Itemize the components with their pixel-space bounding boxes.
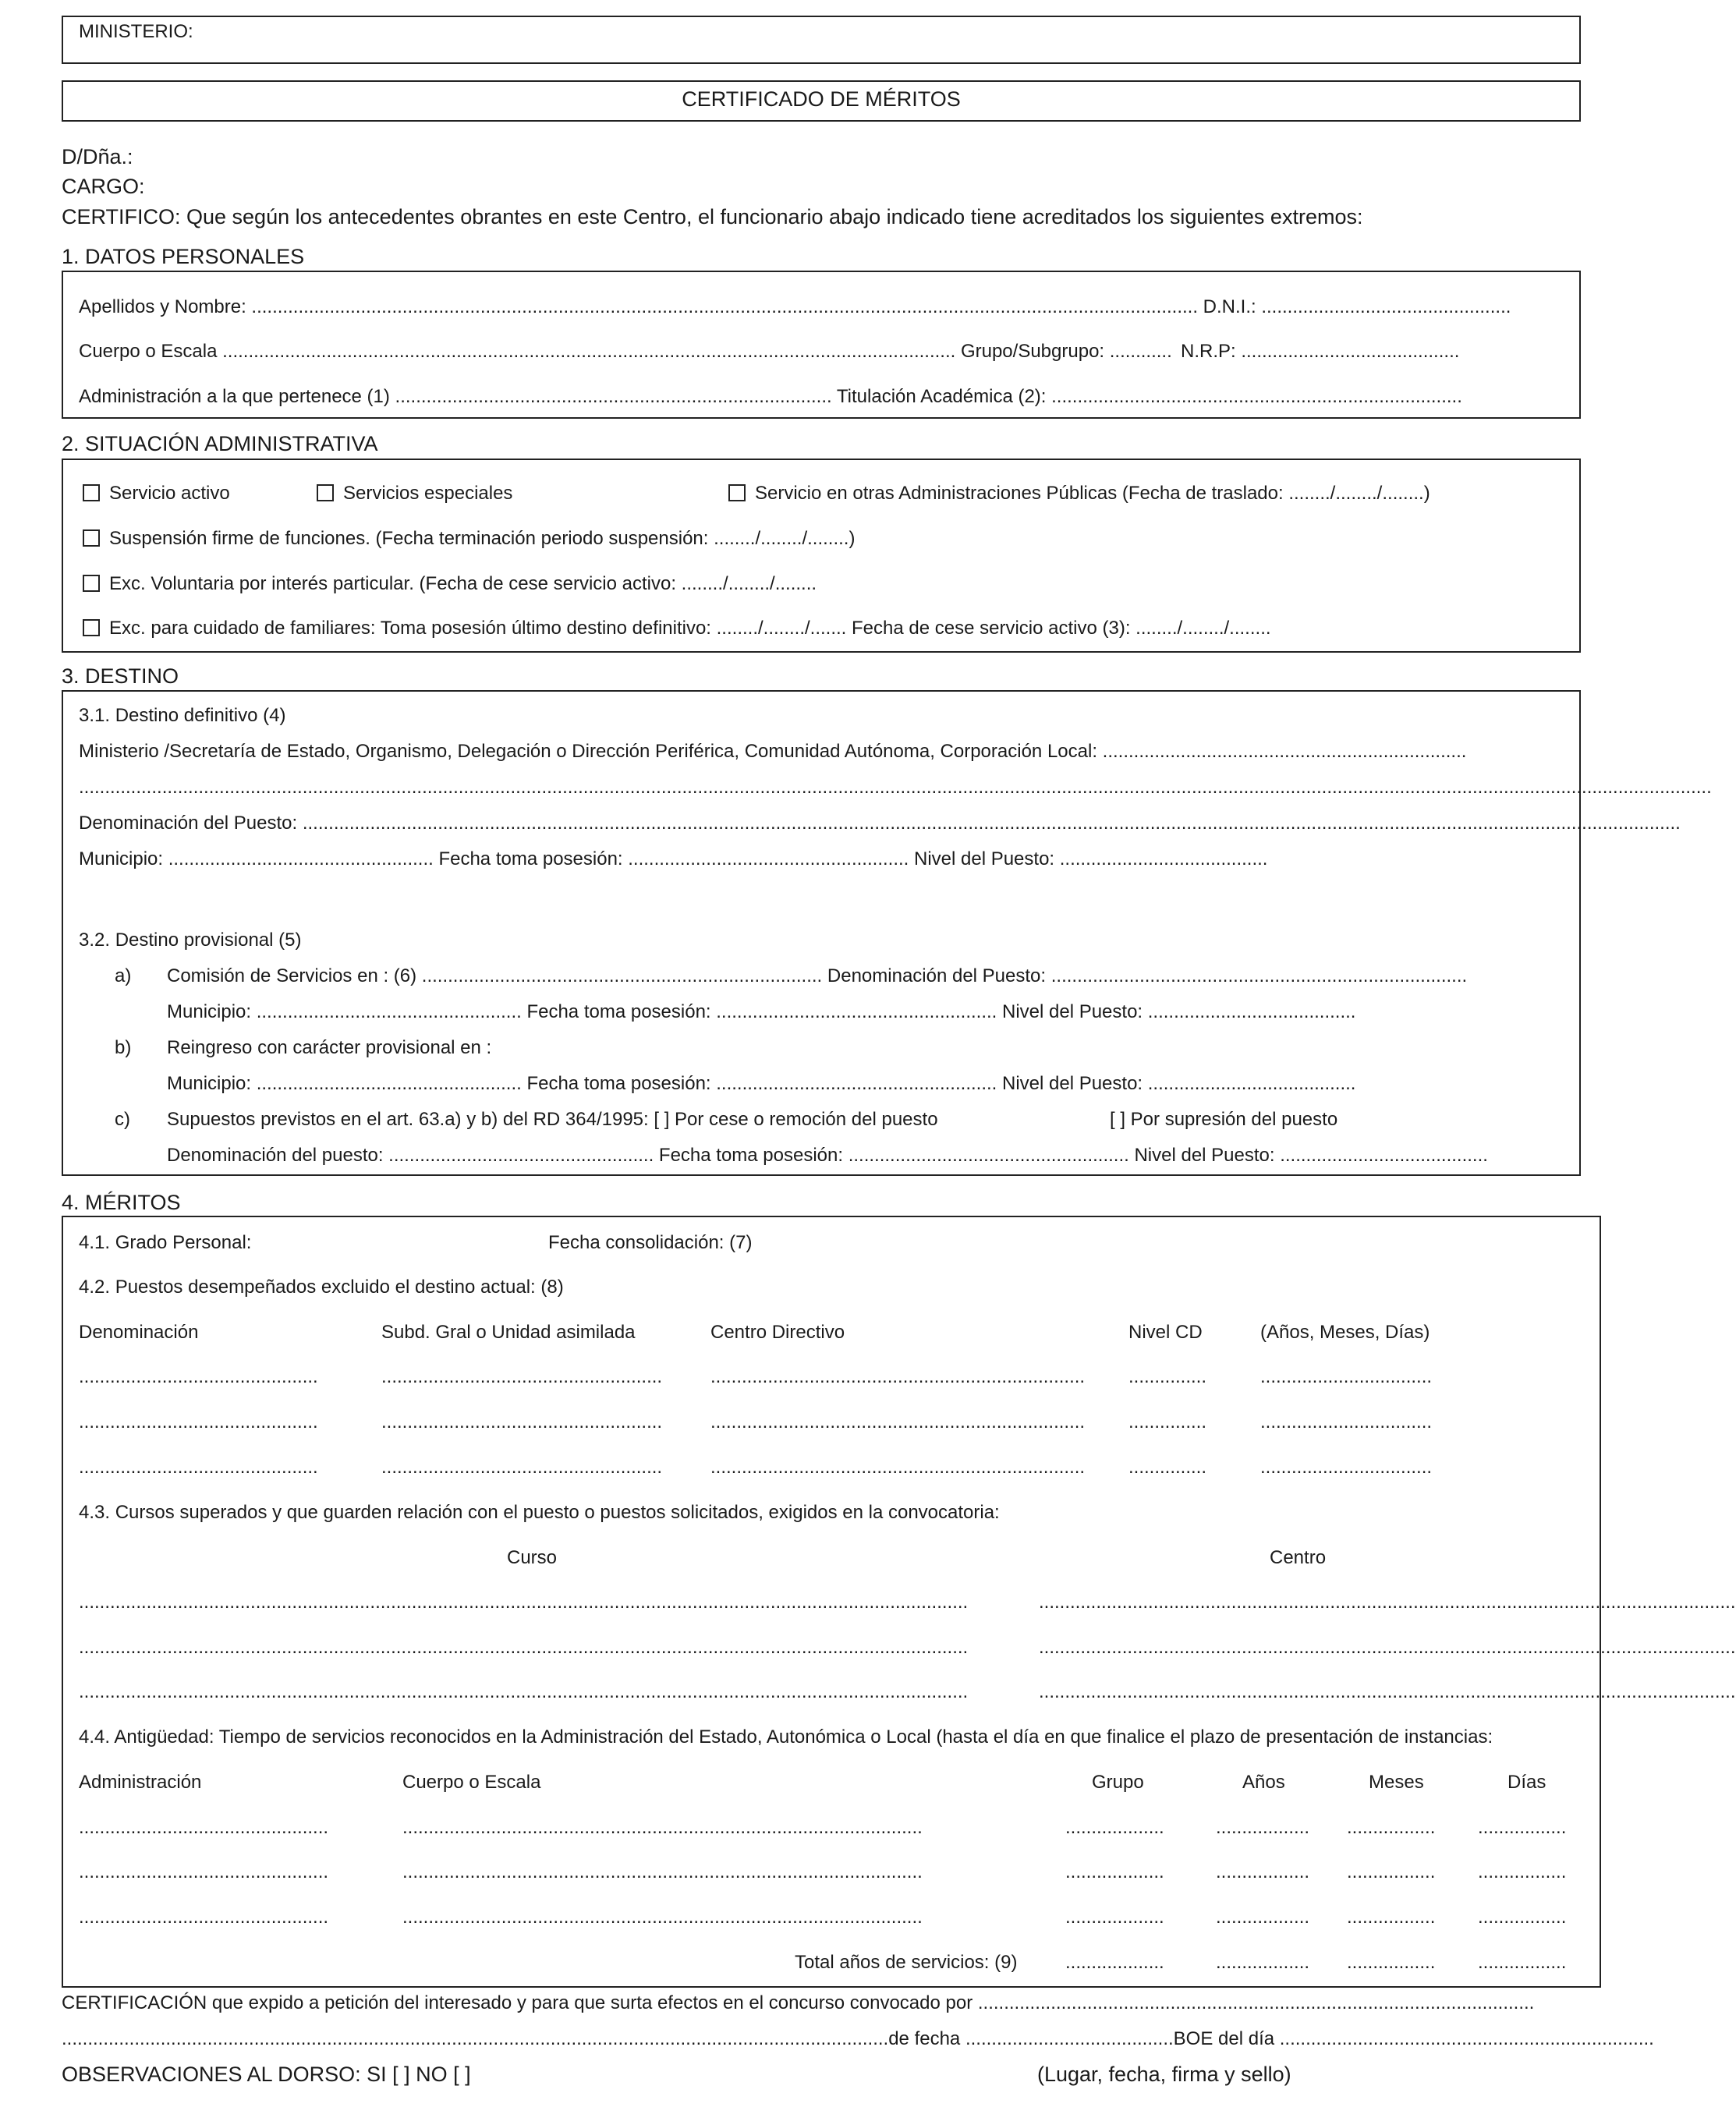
dona-label: D/Dña.: <box>62 145 133 168</box>
option-exc-voluntaria[interactable] <box>83 572 817 596</box>
supuestos-denominacion-line[interactable]: Denominación del puesto: ................................................... Fecha toma posesión: ...................................................... Nivel del Puesto: ........................................ <box>167 1145 1488 1166</box>
cargo-label: CARGO: <box>62 175 145 198</box>
fecha-consolidacion-label: Fecha consolidación: (7) <box>548 1232 753 1253</box>
situacion-box <box>62 459 1581 653</box>
antiguedad-heading: 4.4. Antigüedad: Tiempo de servicios reconocidos en la Administración del Estado, Autonómica o Local (hasta el día en que finalice el plazo de presentación de instancias: <box>79 1726 1493 1748</box>
antig-row-2-dias[interactable]: ................. <box>1478 1861 1567 1882</box>
puestos-row-3-tiempo[interactable]: ................................. <box>1260 1457 1433 1478</box>
antig-row-1-dias[interactable]: ................. <box>1478 1817 1567 1838</box>
col-centro-directivo: Centro Directivo <box>710 1322 845 1343</box>
puestos-row-2-centro[interactable]: ........................................................................ <box>710 1411 1086 1432</box>
antig-row-2-cuerpo[interactable]: .................................................................................................... <box>402 1861 923 1882</box>
antig-row-1-anos[interactable]: .................. <box>1216 1817 1310 1838</box>
apellidos-line[interactable]: Apellidos y Nombre: ...................................................................................................................................................................................... D.N.I.: ................................................ <box>79 296 1511 317</box>
letter-b: b) <box>115 1037 132 1058</box>
col-cuerpo: Cuerpo o Escala <box>402 1772 541 1793</box>
title-box <box>62 80 1581 122</box>
puestos-row-1-nivel[interactable]: ............... <box>1128 1366 1207 1387</box>
letter-c: c) <box>115 1109 130 1130</box>
cursos-row-1-centro[interactable]: ...................................................................................................................................... <box>1039 1592 1736 1613</box>
col-centro: Centro <box>1270 1547 1327 1568</box>
col-grupo: Grupo <box>1092 1772 1144 1793</box>
meritos-box <box>62 1216 1736 1988</box>
ministerio-box <box>62 16 1581 64</box>
section-2-title: 2. SITUACIÓN ADMINISTRATIVA <box>62 432 378 455</box>
municipio-line[interactable]: Municipio: ................................................... Fecha toma posesión: ...................................................... Nivel del Puesto: ........................................ <box>79 848 1268 869</box>
puestos-row-1-subd[interactable]: ...................................................... <box>381 1366 663 1387</box>
puestos-row-2-denominacion[interactable]: .............................................. <box>79 1411 318 1432</box>
antig-row-1-admin[interactable]: ................................................ <box>79 1817 329 1838</box>
antig-row-3-admin[interactable]: ................................................ <box>79 1907 329 1928</box>
puestos-row-2-nivel[interactable]: ............... <box>1128 1411 1207 1432</box>
total-meses[interactable]: ................. <box>1347 1952 1436 1973</box>
puestos-row-1-denominacion[interactable]: .............................................. <box>79 1366 318 1387</box>
denominacion-line[interactable]: Denominación del Puesto: ......................................................................................................................................................................................................................................................................... <box>79 813 1681 834</box>
section-4-title: 4. MÉRITOS <box>62 1191 181 1214</box>
section-3-title: 3. DESTINO <box>62 664 179 688</box>
col-dias: Días <box>1507 1772 1546 1793</box>
option-suspension[interactable] <box>83 527 855 551</box>
option-exc-familiares[interactable] <box>83 617 1271 640</box>
option-otras-administraciones[interactable] <box>728 482 1430 505</box>
cuerpo-line[interactable]: Cuerpo o Escala ............................................................................................................................................. Grupo/Subgrupo: ............ <box>79 341 1172 362</box>
ministerio-label: MINISTERIO: <box>79 21 193 42</box>
col-subd-gral: Subd. Gral o Unidad asimilada <box>381 1322 636 1343</box>
option-label: Exc. para cuidado de familiares: Toma posesión último destino definitivo: ......../......../....... Fecha de cese servicio activo (3): ......../......../........ <box>109 618 1271 639</box>
option-label: Suspensión firme de funciones. (Fecha terminación periodo suspensión: ......../......../........) <box>109 528 856 549</box>
puestos-heading: 4.2. Puestos desempeñados excluido el destino actual: (8) <box>79 1277 564 1298</box>
puestos-row-3-denominacion[interactable]: .............................................. <box>79 1457 318 1478</box>
cursos-row-3-centro[interactable]: ...................................................................................................................................... <box>1039 1681 1736 1702</box>
cursos-row-2-curso[interactable]: ........................................................................................................................................................................... <box>79 1637 969 1658</box>
ministerio-line[interactable]: Ministerio /Secretaría de Estado, Organismo, Delegación o Dirección Periférica, Comunidad Autónoma, Corporación Local: ...................................................................... <box>79 741 1467 762</box>
total-dias[interactable]: ................. <box>1478 1952 1567 1973</box>
checkbox-icon[interactable] <box>83 575 100 592</box>
antig-row-2-admin[interactable]: ................................................ <box>79 1861 329 1882</box>
checkbox-icon[interactable] <box>83 529 100 547</box>
nrp-line[interactable]: N.R.P: .......................................... <box>1181 341 1460 362</box>
cursos-row-1-curso[interactable]: ........................................................................................................................................................................... <box>79 1592 969 1613</box>
firma-label: (Lugar, fecha, firma y sello) <box>1037 2063 1291 2086</box>
option-servicios-especiales[interactable] <box>317 482 512 505</box>
puestos-row-2-tiempo[interactable]: ................................. <box>1260 1411 1433 1432</box>
cursos-row-2-centro[interactable]: ...................................................................................................................................... <box>1039 1637 1736 1658</box>
datos-personales-box <box>62 271 1581 419</box>
antig-row-3-anos[interactable]: .................. <box>1216 1907 1310 1928</box>
option-label: Exc. Voluntaria por interés particular. (Fecha de cese servicio activo: ......../......../........ <box>109 573 817 594</box>
col-curso: Curso <box>507 1547 558 1568</box>
destino-box <box>62 690 1712 1176</box>
antig-row-1-meses[interactable]: ................. <box>1347 1817 1436 1838</box>
destino-provisional-heading: 3.2. Destino provisional (5) <box>79 930 302 951</box>
puestos-row-3-subd[interactable]: ...................................................... <box>381 1457 663 1478</box>
total-label: Total años de servicios: (9) <box>795 1952 1018 1973</box>
antig-row-1-grupo[interactable]: ................... <box>1065 1817 1164 1838</box>
antig-row-2-grupo[interactable]: ................... <box>1065 1861 1164 1882</box>
antig-row-3-grupo[interactable]: ................... <box>1065 1907 1164 1928</box>
option-label: Servicio activo <box>109 483 230 504</box>
col-meses: Meses <box>1369 1772 1424 1793</box>
antig-row-3-cuerpo[interactable]: .................................................................................................... <box>402 1907 923 1928</box>
antig-row-3-meses[interactable]: ................. <box>1347 1907 1436 1928</box>
checkbox-icon[interactable] <box>83 484 100 501</box>
section-1-title: 1. DATOS PERSONALES <box>62 245 305 268</box>
option-label: Servicio en otras Administraciones Públicas (Fecha de traslado: ......../......../........) <box>755 483 1430 504</box>
antig-row-3-dias[interactable]: ................. <box>1478 1907 1567 1928</box>
antig-row-2-anos[interactable]: .................. <box>1216 1861 1310 1882</box>
col-nivel-cd: Nivel CD <box>1128 1322 1203 1343</box>
antig-row-1-cuerpo[interactable]: .................................................................................................... <box>402 1817 923 1838</box>
supresion-option[interactable]: [ ] Por supresión del puesto <box>1110 1109 1338 1130</box>
total-anos[interactable]: .................. <box>1216 1952 1310 1973</box>
puestos-row-1-tiempo[interactable]: ................................. <box>1260 1366 1433 1387</box>
comision-line[interactable]: Comisión de Servicios en : (6) ............................................................................. Denominación del Puesto: ................................................................................ <box>167 965 1468 986</box>
col-administracion: Administración <box>79 1772 202 1793</box>
certifico-text: CERTIFICO: Que según los antecedentes obrantes en este Centro, el funcionario abajo indicado tiene acreditados los siguientes extremos: <box>62 205 1363 228</box>
cursos-row-3-curso[interactable]: ........................................................................................................................................................................... <box>79 1681 969 1702</box>
certificacion-line-1[interactable]: CERTIFICACIÓN que expido a petición del interesado y para que surta efectos en el concurso convocado por ........................................................................................................... <box>62 1992 1535 2013</box>
puestos-row-3-nivel[interactable]: ............... <box>1128 1457 1207 1478</box>
reingreso-line: Reingreso con carácter provisional en : <box>167 1037 492 1058</box>
ministerio-line-2[interactable]: .......................................................................................................................................................................................................................................................................................................................... <box>79 777 1712 798</box>
administracion-line[interactable]: Administración a la que pertenece (1) .................................................................................... Titulación Académica (2): ............................................................................... <box>79 386 1462 407</box>
certificacion-line-2[interactable]: ...............................................................................................................................................................de fecha ........................................BOE del día ........................................................................ <box>62 2028 1654 2049</box>
col-anos-meses-dias: (Años, Meses, Días) <box>1260 1322 1430 1343</box>
total-grupo[interactable]: ................... <box>1065 1952 1164 1973</box>
page-title: CERTIFICADO DE MÉRITOS <box>682 87 961 111</box>
puestos-row-1-centro[interactable]: ........................................................................ <box>710 1366 1086 1387</box>
col-anos: Años <box>1242 1772 1285 1793</box>
supuestos-line[interactable]: Supuestos previstos en el art. 63.a) y b) del RD 364/1995: [ ] Por cese o remoción del puesto <box>167 1109 938 1130</box>
grado-personal-label: 4.1. Grado Personal: <box>79 1232 252 1253</box>
option-label: Servicios especiales <box>343 483 513 504</box>
destino-definitivo-heading: 3.1. Destino definitivo (4) <box>79 705 286 726</box>
option-servicio-activo[interactable] <box>83 482 230 505</box>
puestos-row-3-centro[interactable]: ........................................................................ <box>710 1457 1086 1478</box>
antig-row-2-meses[interactable]: ................. <box>1347 1861 1436 1882</box>
cursos-heading: 4.3. Cursos superados y que guarden relación con el puesto o puestos solicitados, exigidos en la convocatoria: <box>79 1502 1000 1523</box>
checkbox-icon[interactable] <box>728 484 746 501</box>
checkbox-icon[interactable] <box>317 484 334 501</box>
checkbox-icon[interactable] <box>83 619 100 636</box>
letter-a: a) <box>115 965 132 986</box>
comision-municipio-line[interactable]: Municipio: ................................................... Fecha toma posesión: ...................................................... Nivel del Puesto: ........................................ <box>167 1001 1356 1022</box>
puestos-row-2-subd[interactable]: ...................................................... <box>381 1411 663 1432</box>
reingreso-municipio-line[interactable]: Municipio: ................................................... Fecha toma posesión: ...................................................... Nivel del Puesto: ........................................ <box>167 1073 1356 1094</box>
observaciones-line[interactable]: OBSERVACIONES AL DORSO: SI [ ] NO [ ] <box>62 2063 471 2086</box>
col-denominacion: Denominación <box>79 1322 199 1343</box>
